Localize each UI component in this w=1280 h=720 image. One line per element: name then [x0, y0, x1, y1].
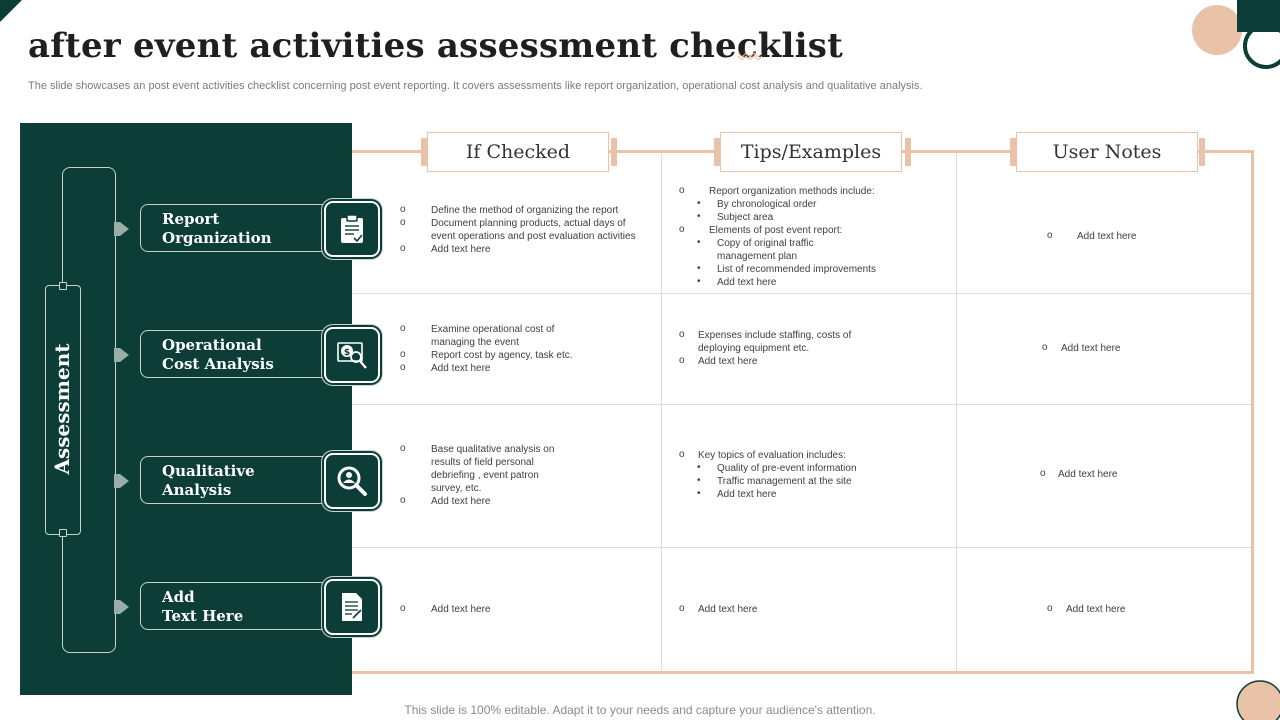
sub-list-item: • Subject area [697, 211, 774, 223]
page-title: after event activities assessment checklist [28, 26, 843, 66]
list-item: o Define the method of organizing the report [400, 204, 619, 216]
header-tab [905, 138, 911, 166]
list-item: o Examine operational cost of managing the event [400, 323, 555, 348]
sub-list-item: • Copy of original traffic management plan [697, 237, 814, 262]
header-tab [611, 138, 617, 166]
assessment-item-label: Operational Cost Analysis [162, 336, 274, 373]
page-subtitle: The slide showcases an post event activities checklist concerning post event reporting. It covers assessments like report organization, operational cost analysis and qualitative analysis. [28, 80, 923, 92]
title-squiggle-decoration [738, 50, 762, 60]
cell-user-notes-row-4[interactable]: o Add text here [1047, 603, 1126, 615]
cell-user-notes-row-3[interactable]: o Add text here [1040, 468, 1118, 480]
cell-tips-row-3 [679, 449, 939, 501]
column-header-if-checked: If Checked [427, 132, 609, 172]
sub-list-item: • Add text here [697, 488, 777, 500]
header-tab [1199, 138, 1205, 166]
sub-list-item: • Add text here [697, 276, 777, 288]
cell-tips-row-4[interactable]: o Add text here [679, 603, 758, 615]
svg-text:$: $ [343, 348, 351, 358]
assessment-label: Assessment [50, 343, 74, 475]
sub-list-item: • Traffic management at the site [697, 475, 852, 487]
connector-arrow [120, 222, 129, 236]
footer-note: This slide is 100% editable. Adapt it to your needs and capture your audience's attention. [404, 703, 876, 717]
cell-if-checked-row-4[interactable]: o Add text here [400, 603, 491, 615]
row-divider [352, 293, 1251, 294]
cell-if-checked-row-3 [400, 443, 640, 508]
list-item: o Report cost by agency, task etc. [400, 349, 573, 361]
sub-list-item: • By chronological order [697, 198, 817, 210]
list-item: o Expenses include staffing, costs of deploying equipment etc. [679, 329, 852, 354]
list-item: o Add text here [400, 495, 491, 507]
list-item: o Document planning products, actual days of event operations and post evaluation activities [400, 217, 636, 242]
cell-user-notes-row-2[interactable]: o Add text here [1042, 342, 1121, 354]
sub-list-item: • List of recommended improvements [697, 263, 876, 275]
row-divider [352, 404, 1251, 405]
connector-arrow [120, 600, 129, 614]
corner-decoration-top-right [1180, 0, 1280, 80]
rail-node-top [59, 282, 67, 290]
sub-list-item: • Quality of pre-event information [697, 462, 857, 474]
rail-node-bottom [59, 529, 67, 537]
cell-if-checked-row-2 [400, 323, 640, 375]
list-item: o Base qualitative analysis on results of field personal debriefing , event patron survey, etc. [400, 443, 555, 494]
assessment-item-label: Qualitative Analysis [162, 462, 255, 499]
cell-tips-row-2 [679, 329, 939, 368]
column-header-tips-examples: Tips/Examples [720, 132, 902, 172]
cell-tips-row-1 [679, 185, 939, 289]
connector-arrow [120, 474, 129, 488]
column-header-user-notes: User Notes [1016, 132, 1198, 172]
column-divider [956, 153, 957, 671]
list-item: o Add text here [679, 355, 758, 367]
assessment-item-label: Report Organization [162, 210, 272, 247]
corner-decoration-top-left [0, 0, 24, 24]
list-item: o Report organization methods include: [679, 185, 875, 197]
cell-user-notes-row-1[interactable]: o Add text here [1047, 230, 1137, 242]
cell-if-checked-row-1 [400, 204, 640, 256]
column-divider [661, 153, 662, 671]
row-divider [352, 547, 1251, 548]
list-item: o Add text here [400, 362, 491, 374]
list-item: o Add text here [400, 243, 491, 255]
list-item: o Elements of post event report: [679, 224, 843, 236]
list-item: o Key topics of evaluation includes: [679, 449, 846, 461]
assessment-item-label: Add Text Here [162, 588, 244, 625]
connector-arrow [120, 348, 129, 362]
